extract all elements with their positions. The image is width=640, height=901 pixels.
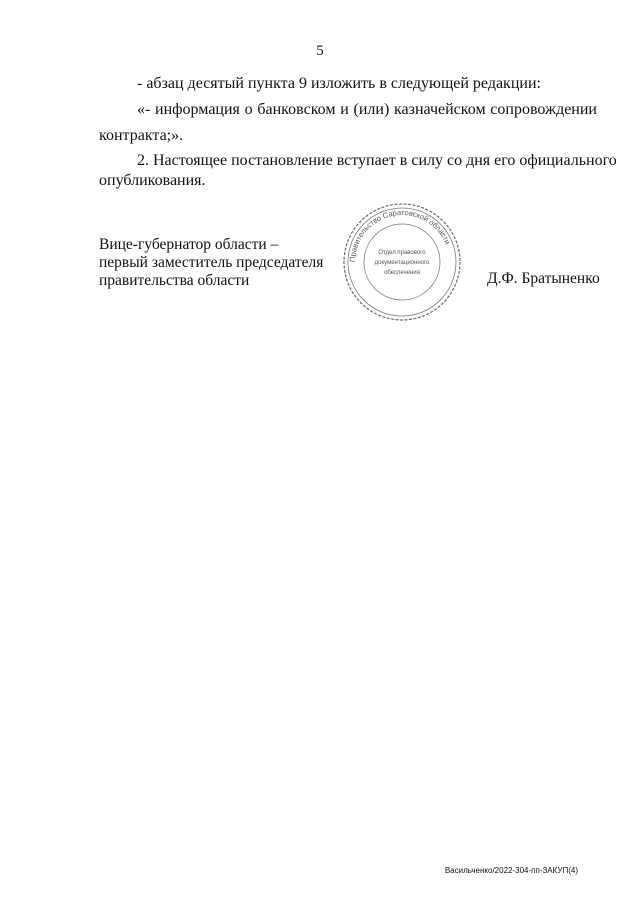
signatory-position (99, 236, 323, 290)
paragraph-quote-line1: «- информация о банковском и (или) казначейском сопровождении (137, 101, 597, 118)
signatory-name: Д.Ф. Братыненко (487, 270, 600, 287)
stamp-center-line1: Отдел правового (378, 250, 426, 256)
paragraph-effective-line2: опубликования. (99, 172, 206, 189)
signatory-position-line3: правительства области (99, 272, 250, 289)
paragraph-quote-line2: контракта;». (99, 127, 184, 144)
paragraph-effective-line1: 2. Настоящее постановление вступает в силу со дня его официального (137, 152, 617, 169)
signatory-position-line1: Вице-губернатор области – (99, 236, 279, 253)
paragraph-amendment: - абзац десятый пункта 9 изложить в следующей редакции: (137, 75, 541, 92)
official-stamp (340, 200, 464, 324)
stamp-center-line2: документационного (374, 260, 430, 266)
signatory-position-line2: первый заместитель председателя (99, 254, 324, 271)
stamp-ring-text: Правительство Саратовской области (347, 207, 453, 263)
stamp-center-line3: обеспечения (384, 270, 420, 276)
document-footer-code: Васильченко/2022-304-пп-ЗАКУП(4) (444, 866, 578, 875)
page-number: 5 (316, 43, 324, 59)
